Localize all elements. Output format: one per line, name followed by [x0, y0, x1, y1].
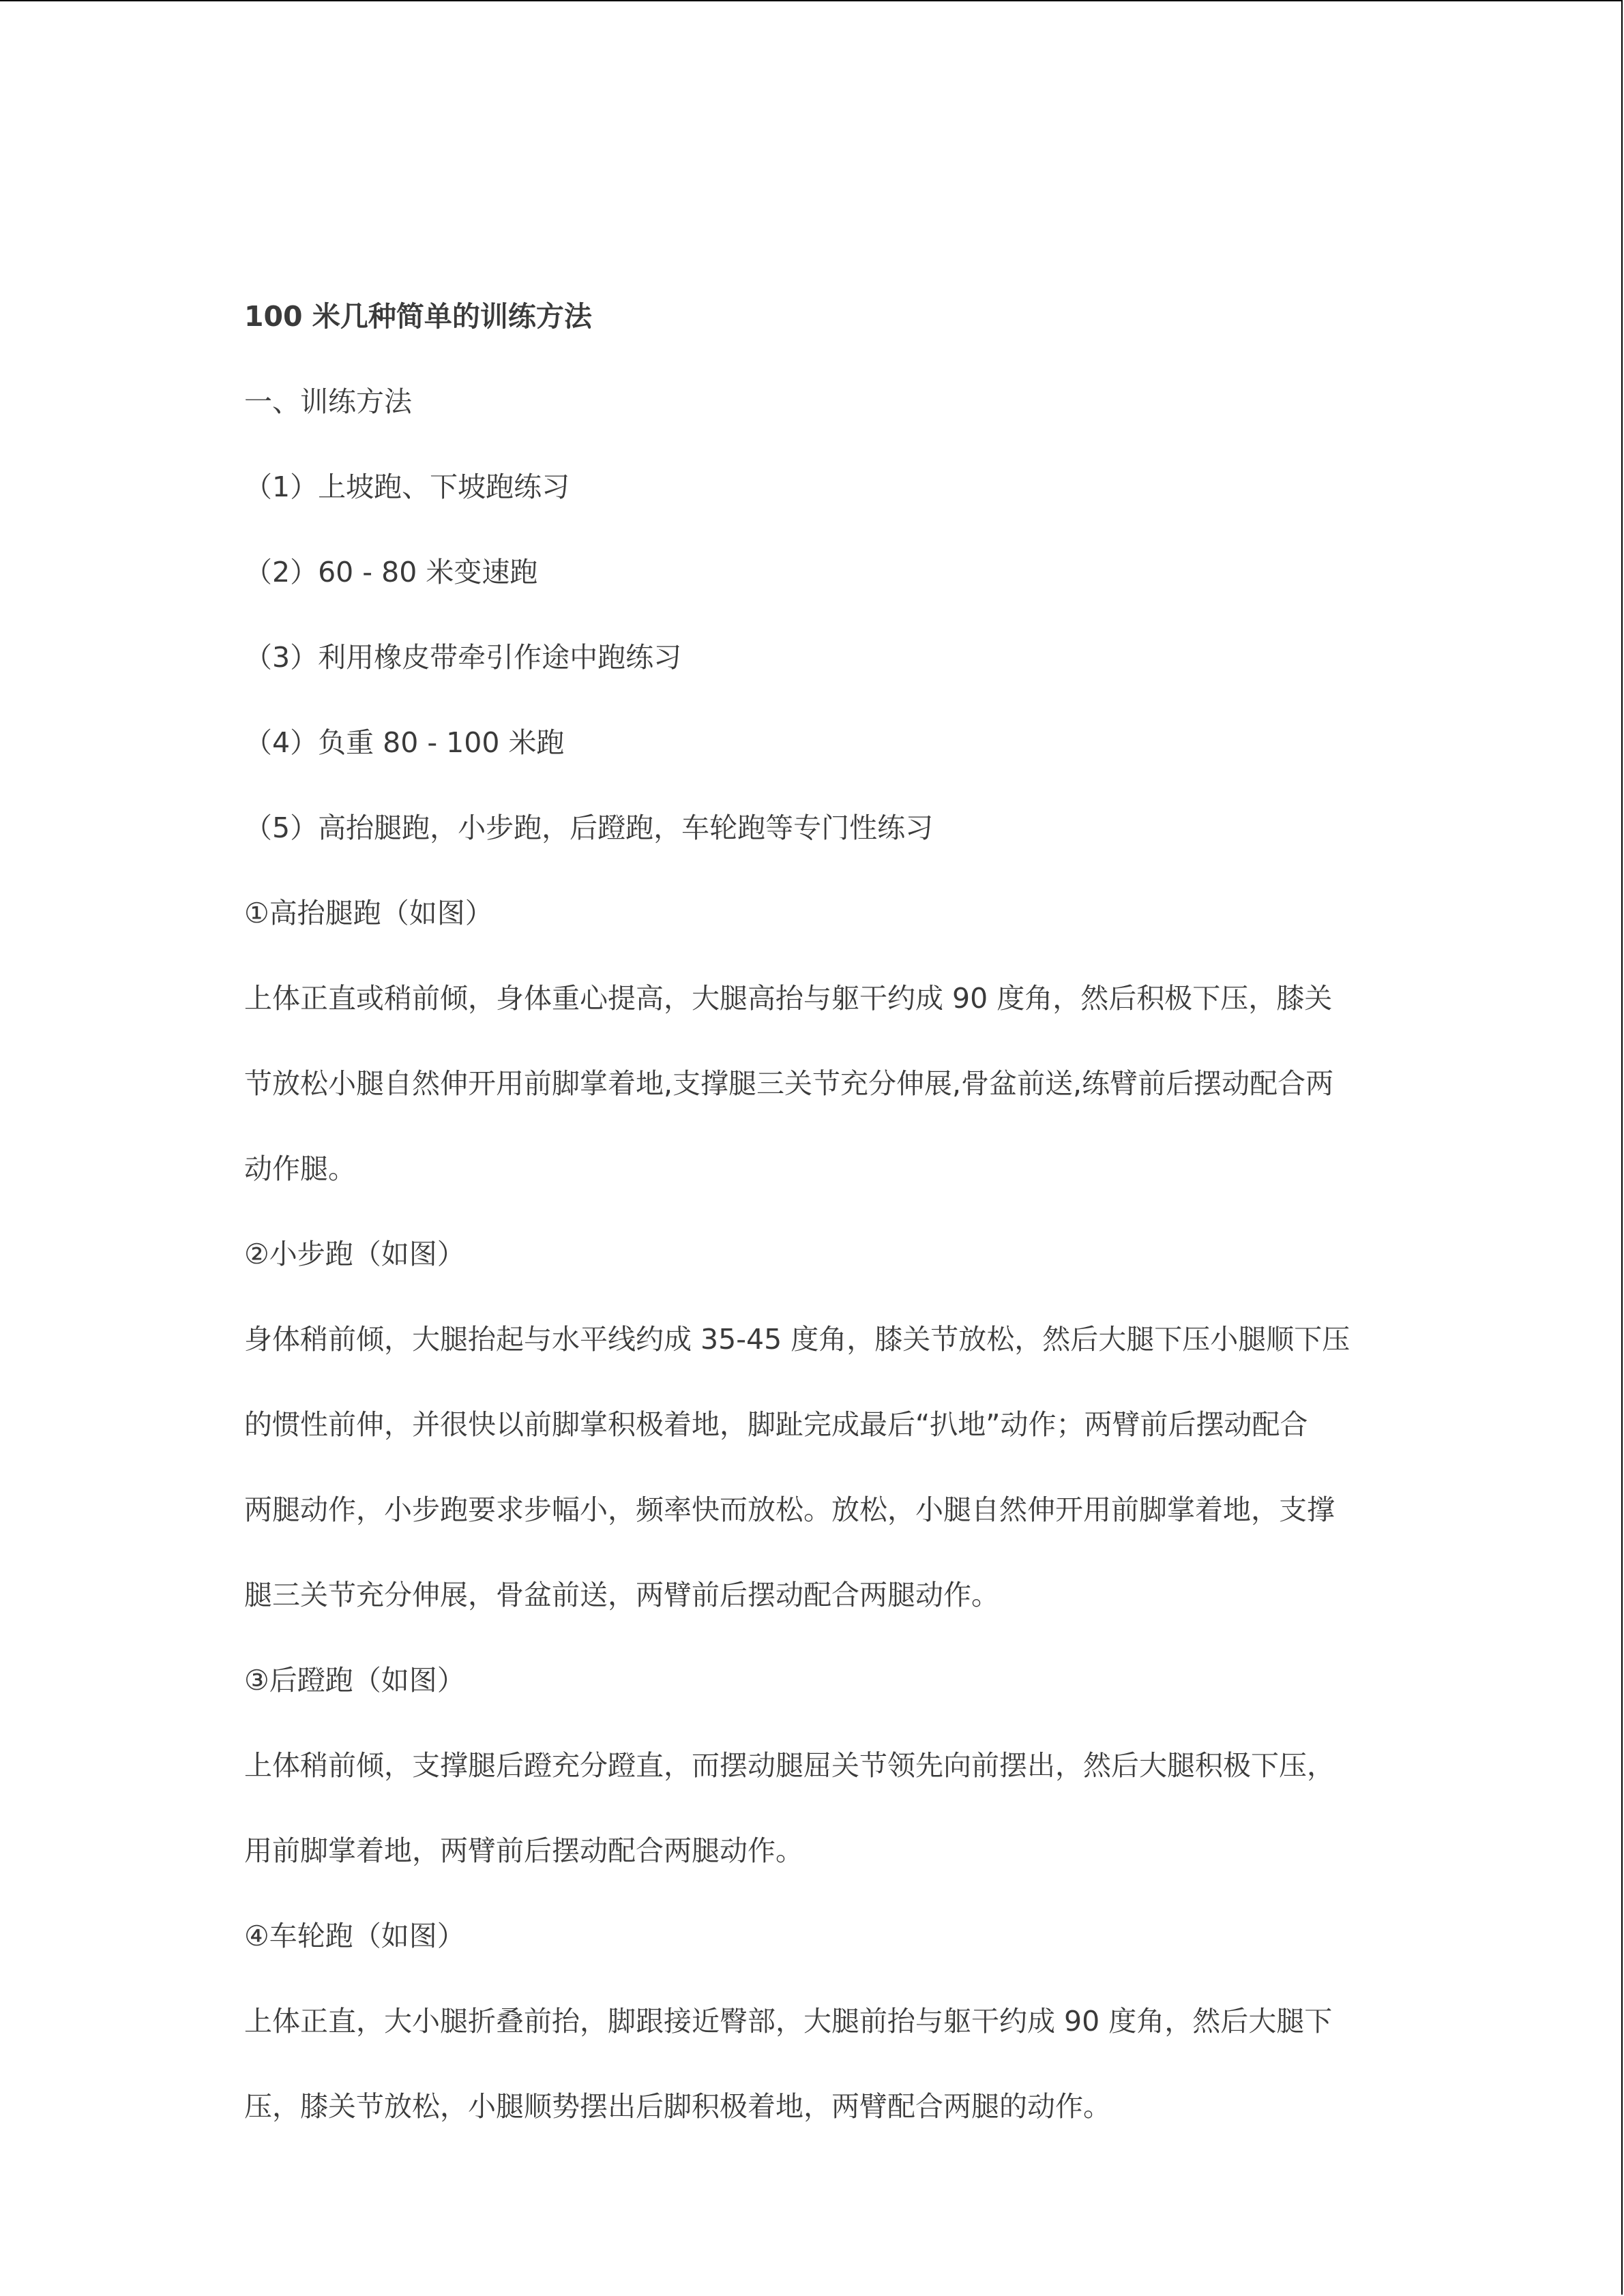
section-heading: 一、训练方法: [244, 385, 412, 418]
paragraph-line: 上体正直或稍前倾，身体重心提高，大腿高抬与躯干约成 90 度角，然后积极下压，膝关: [244, 982, 1333, 1015]
paragraph-line: 上体稍前倾，支撑腿后蹬充分蹬直，而摆动腿屈关节领先向前摆出，然后大腿积极下压，: [244, 1749, 1335, 1782]
paragraph-line: 用前脚掌着地，两臂前后摆动配合两腿动作。: [244, 1834, 803, 1867]
list-item: （1）上坡跑、下坡跑练习: [244, 471, 570, 503]
subheading-high-knees: ①高抬腿跑（如图）: [244, 897, 493, 929]
list-item: （2）60 - 80 米变速跑: [244, 556, 538, 588]
paragraph-line: 动作腿。: [244, 1152, 356, 1185]
paragraph-line: 身体稍前倾，大腿抬起与水平线约成 35-45 度角，膝关节放松，然后大腿下压小腿顺下压: [244, 1323, 1350, 1356]
paragraph-line: 腿三关节充分伸展，骨盆前送，两臂前后摆动配合两腿动作。: [244, 1579, 999, 1611]
paragraph-line: 上体正直，大小腿折叠前抬，脚跟接近臀部，大腿前抬与躯干约成 90 度角，然后大腿下: [244, 2005, 1333, 2038]
document-title: 100 米几种简单的训练方法: [244, 300, 592, 333]
subheading-butt-kicks: ④车轮跑（如图）: [244, 1920, 465, 1952]
paragraph-line: 节放松小腿自然伸开用前脚掌着地,支撑腿三关节充分伸展,骨盆前送,练臂前后摆动配合两: [244, 1067, 1334, 1100]
paragraph-line: 两腿动作，小步跑要求步幅小，频率快而放松。放松，小腿自然伸开用前脚掌着地，支撑: [244, 1493, 1335, 1526]
list-item: （5）高抬腿跑，小步跑，后蹬跑，车轮跑等专门性练习: [244, 811, 934, 844]
document-body: [244, 274, 1390, 2149]
subheading-bounding: ③后蹬跑（如图）: [244, 1664, 465, 1697]
paragraph-line: 的惯性前伸，并很快以前脚掌积极着地，脚趾完成最后“扒地”动作；两臂前后摆动配合: [244, 1408, 1308, 1441]
list-item: （4）负重 80 - 100 米跑: [244, 726, 565, 759]
list-item: （3）利用橡皮带牵引作途中跑练习: [244, 641, 682, 674]
subheading-small-steps: ②小步跑（如图）: [244, 1238, 465, 1270]
paragraph-line: 压，膝关节放松，小腿顺势摆出后脚积极着地，两臂配合两腿的动作。: [244, 2090, 1111, 2123]
